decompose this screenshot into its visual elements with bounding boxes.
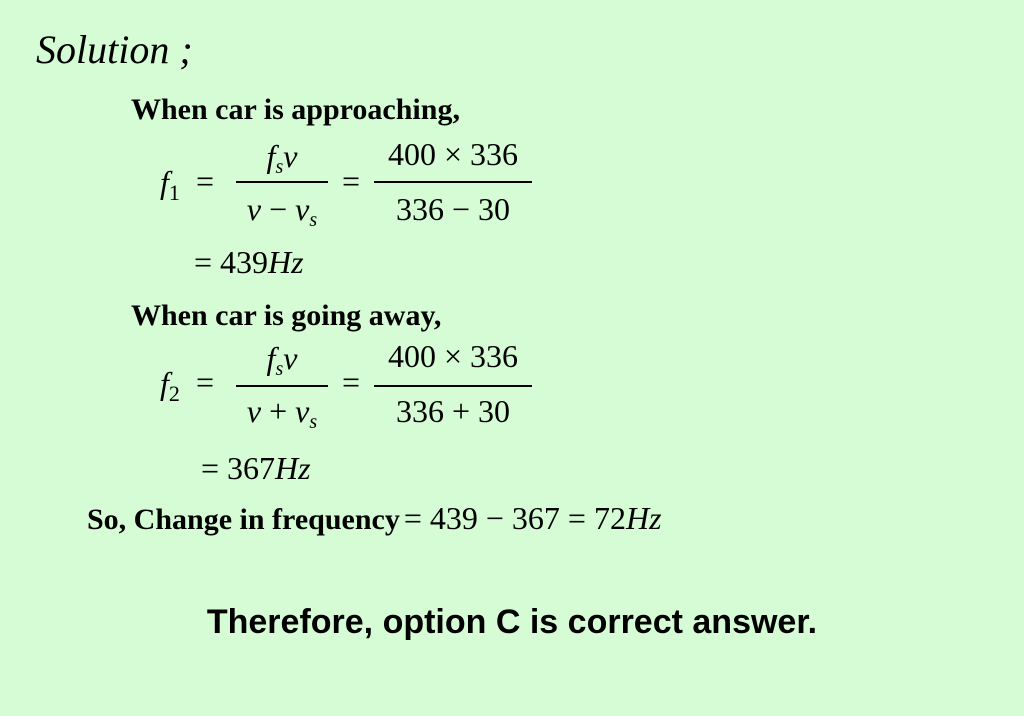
going-away-label: When car is going away,: [131, 299, 442, 332]
f1-result: = 439Hz: [194, 244, 304, 280]
f1-frac1-bar: [236, 181, 328, 183]
f1-frac1-numerator: $f_sv$: [266, 138, 298, 178]
f2-lhs: [160, 365, 180, 407]
f2-result: = 367Hz: [201, 450, 311, 486]
solution-heading: Solution ;: [36, 27, 193, 72]
change-unit: Hz: [625, 500, 662, 536]
f1-lhs: [160, 164, 180, 206]
f2-frac2-denominator: 336 + 30: [395, 393, 511, 429]
f2-frac1-denominator: $v + v_s$: [246, 393, 318, 433]
change-label: So, Change in frequency: [87, 503, 400, 536]
f2-subscript: 2: [168, 381, 180, 406]
f1-subscript: 1: [168, 180, 180, 205]
change-expression: = 439 − 367 = 72: [403, 500, 626, 536]
f1-equals-2: =: [342, 163, 361, 199]
change-in-frequency-line: [87, 500, 662, 537]
final-answer: Therefore, option C is correct answer.: [206, 603, 818, 641]
f1-equals-1: =: [196, 163, 215, 199]
f2-equals-1: =: [196, 364, 215, 400]
f1-var: f: [160, 164, 169, 200]
f2-var: f: [160, 365, 169, 401]
approaching-label: When car is approaching,: [131, 93, 460, 126]
f1-frac1-denominator: $v - v_s$: [246, 191, 318, 231]
f2-equals-2: =: [342, 364, 361, 400]
f1-frac2-numerator: 400 × 336: [387, 136, 519, 172]
f2-frac1-bar: [236, 385, 328, 387]
f1-frac2-denominator: 336 − 30: [395, 191, 511, 227]
f2-frac2-bar: [374, 385, 532, 387]
f2-frac2-numerator: 400 × 336: [387, 338, 519, 374]
f1-frac2-bar: [374, 181, 532, 183]
f2-frac1-numerator: $f_sv$: [266, 340, 298, 380]
